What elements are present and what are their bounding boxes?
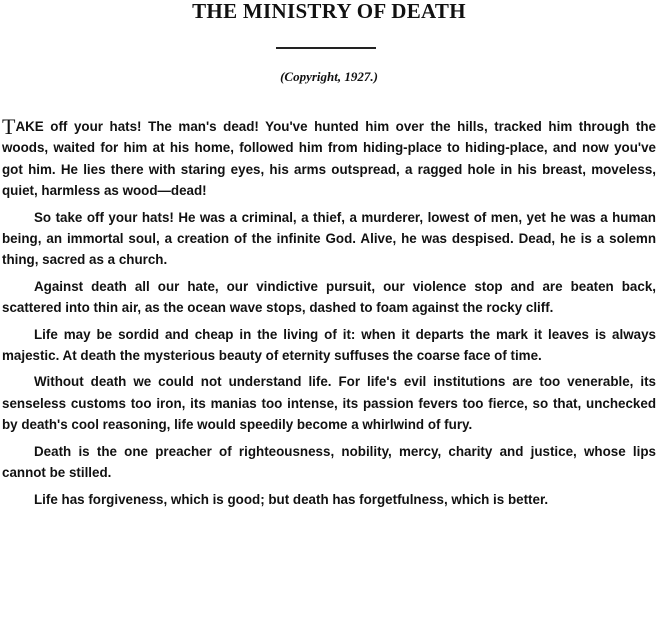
article-title: THE MINISTRY OF DEATH bbox=[192, 0, 466, 23]
paragraph-6: Death is the one preacher of righteousness, nobility, mercy, charity and justice, whose lips cannot be stilled. bbox=[2, 443, 656, 481]
drop-cap: T bbox=[2, 114, 16, 139]
article-body bbox=[2, 116, 656, 515]
paragraph-1-text: AKE off your hats! The man's dead! You've hunted him over the hills, tracked him through the woods, waited for him at his home, followed him from hiding-place to hiding-place, and now you've got him. He lies there with staring eyes, his arms outspread, a ragged hole in his breast, moveless, quiet, harmless as wood—dead! bbox=[2, 119, 656, 199]
copyright-line: (Copyright, 1927.) bbox=[280, 69, 378, 84]
title-divider bbox=[276, 47, 376, 49]
paragraph-2: So take off your hats! He was a criminal, a thief, a murderer, lowest of men, yet he was a human being, an immortal soul, a creation of the infinite God. Alive, he was despised. Dead, he is a solemn thing, sacred as a church. bbox=[2, 209, 656, 268]
paragraph-7: Life has forgiveness, which is good; but death has forgetfulness, which is better. bbox=[34, 491, 549, 507]
paragraph-1 bbox=[2, 116, 656, 202]
paragraph-4: Life may be sordid and cheap in the living of it: when it departs the mark it leaves is always majestic. At death the mysterious beauty of eternity suffuses the coarse face of time. bbox=[2, 326, 656, 364]
paragraph-3: Against death all our hate, our vindictive pursuit, our violence stop and are beaten back, scattered into thin air, as the ocean wave stops, dashed to foam against the rocky cliff. bbox=[2, 278, 656, 316]
paragraph-5: Without death we could not understand life. For life's evil institutions are too venerable, its senseless customs too iron, its manias too intense, its passion fevers too fierce, so that, unchecked by death's cool reasoning, life would speedily become a whirlwind of fury. bbox=[2, 374, 656, 433]
